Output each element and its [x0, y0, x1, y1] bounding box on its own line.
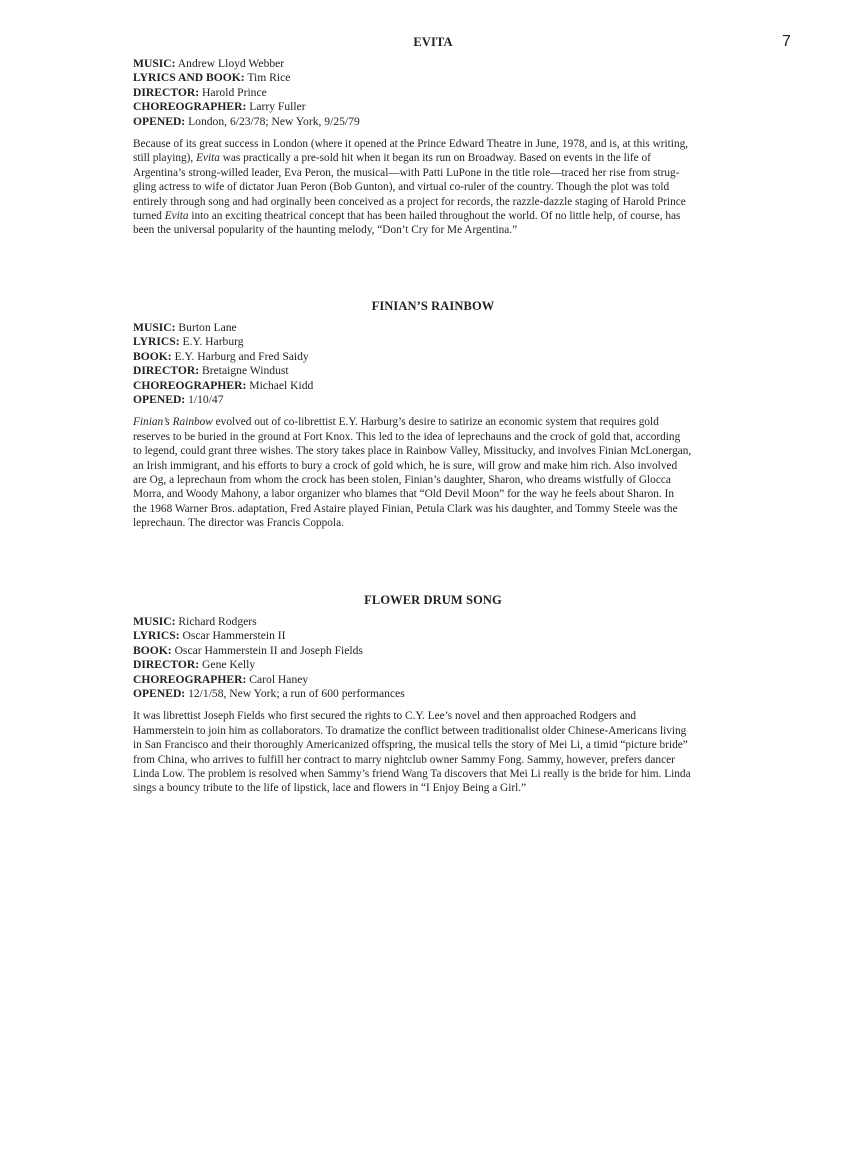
credit-label: LYRICS:	[133, 335, 180, 349]
synopsis-text: Linda Low. The problem is resolved when Sammy’s friend Wang Ta discovers that Mei Li really is the bride for him. Linda	[133, 768, 691, 781]
italic-title: Evita	[164, 210, 189, 223]
credit-value: Richard Rodgers	[178, 615, 257, 628]
entry-evita	[133, 35, 733, 238]
credit-line	[133, 687, 733, 701]
synopsis-text: in San Francisco and their thoroughly Americanized offspring, the musical tells the story of Mei Li, a timid “picture bride”	[133, 739, 688, 752]
credits-list	[133, 321, 733, 407]
synopsis-text: Argentina’s strong-willed leader, Eva Peron, the musical—with Patti LuPone in the title role—traced her rise from strug-	[133, 166, 680, 179]
synopsis-line	[133, 781, 733, 795]
synopsis-text: reserves to be buried in the ground at Fort Knox. This led to the idea of leprechauns and the crock of gold that, according	[133, 430, 681, 443]
synopsis-text: Hammerstein to join him as collaborators. To dramatize the conflict between traditionalist older Chinese-Americans living	[133, 724, 687, 737]
credit-label: CHOREOGRAPHER:	[133, 378, 247, 392]
credit-value: Michael Kidd	[249, 378, 314, 392]
credit-line	[133, 615, 733, 629]
synopsis-line	[133, 487, 733, 501]
synopsis-text: are Og, a leprechaun from whom the crock has been stolen, Finian’s daughter, Sharon, who dreams wistfully of Glocca	[133, 474, 671, 487]
synopsis-line	[133, 459, 733, 473]
credit-label: LYRICS:	[133, 629, 180, 643]
credit-label: BOOK:	[133, 643, 172, 657]
credit-value: Oscar Hammerstein II	[182, 629, 286, 643]
credit-label: MUSIC:	[133, 615, 176, 628]
synopsis-text: Morra, and Woody Mahony, a labor organizer who blames that “Old Devil Moon” for the way he feels about Sharon. In	[133, 488, 674, 501]
credit-value: Gene Kelly	[202, 658, 256, 672]
synopsis-line	[133, 209, 733, 223]
credit-label: CHOREOGRAPHER:	[133, 672, 247, 686]
credit-value: Carol Haney	[249, 672, 309, 686]
credit-label: BOOK:	[133, 349, 172, 363]
synopsis-line	[133, 753, 733, 767]
synopsis-line	[133, 709, 733, 723]
synopsis-text: gling actress to wife of dictator Juan Peron (Bob Gunton), and virtual co-ruler of the country. Though the plot was told	[133, 181, 670, 194]
credit-line	[133, 335, 733, 349]
credit-value: Harold Prince	[202, 85, 267, 99]
synopsis	[133, 137, 733, 238]
credit-value: Andrew Lloyd Webber	[177, 57, 285, 70]
synopsis-line	[133, 180, 733, 194]
credit-line	[133, 57, 733, 71]
synopsis-line	[133, 137, 733, 151]
synopsis-paragraph	[133, 137, 733, 238]
credit-label: DIRECTOR:	[133, 364, 200, 378]
entry-flower-drum-song	[133, 593, 733, 796]
synopsis-line	[133, 166, 733, 180]
entry-title: FLOWER DRUM SONG	[364, 593, 502, 607]
credit-label: CHOREOGRAPHER:	[133, 100, 247, 114]
credits-list	[133, 57, 733, 129]
synopsis-line	[133, 195, 733, 209]
synopsis-text: to legend, could grant three wishes. The story takes place in Rainbow Valley, Missitucky, and involves Finian McLonergan,	[133, 445, 692, 458]
synopsis-paragraph	[133, 415, 733, 530]
credit-line	[133, 673, 733, 687]
credit-value: E.Y. Harburg and Fred Saidy	[174, 349, 309, 363]
credits-list	[133, 615, 733, 701]
synopsis-text: from China, who arrives to fulfill her contract to marry nightclub owner Sammy Fong. Sammy, however, prefers dancer	[133, 753, 675, 766]
credit-line	[133, 393, 733, 407]
credit-value: Burton Lane	[178, 321, 237, 334]
credit-label: MUSIC:	[133, 321, 176, 334]
synopsis-text: evolved out of co-librettist E.Y. Harburg’s desire to satirize an economic system that requires gold	[212, 416, 659, 429]
credit-label: LYRICS AND BOOK:	[133, 71, 245, 85]
synopsis-text: leprechaun. The director was Francis Coppola.	[133, 517, 344, 530]
synopsis-line	[133, 516, 733, 530]
credit-value: 1/10/47	[188, 393, 224, 407]
page-number: 7	[782, 33, 791, 50]
credit-label: OPENED:	[133, 393, 186, 407]
synopsis-line	[133, 724, 733, 738]
synopsis-line	[133, 444, 733, 458]
synopsis-text: an Irish immigrant, and his efforts to bury a crock of gold which, he is sure, will grow and make him rich. Also involved	[133, 459, 678, 472]
credit-line	[133, 350, 733, 364]
credit-line	[133, 379, 733, 393]
synopsis-text: Because of its great success in London (where it opened at the Prince Edward Theatre in June, 1978, and is, at this writing,	[133, 138, 689, 151]
entry-title: EVITA	[413, 35, 453, 49]
credit-line	[133, 644, 733, 658]
credit-value: Larry Fuller	[249, 100, 306, 114]
synopsis-line	[133, 151, 733, 165]
synopsis-text: entirely through song and had orginally been conceived as a project for records, the razzle-dazzle staging of Harold Prince	[133, 195, 686, 208]
synopsis-text: turned	[133, 210, 165, 223]
credit-label: DIRECTOR:	[133, 85, 200, 99]
credit-value: Tim Rice	[247, 71, 291, 85]
credit-line	[133, 86, 733, 100]
synopsis	[133, 415, 733, 530]
credit-line	[133, 364, 733, 378]
synopsis-line	[133, 502, 733, 516]
synopsis-paragraph	[133, 709, 733, 795]
entry-title: FINIAN’S RAINBOW	[371, 299, 495, 313]
synopsis-text: sings a bouncy tribute to the life of lipstick, lace and flowers in “I Enjoy Being a Girl.”	[133, 782, 527, 795]
synopsis-text: It was librettist Joseph Fields who first secured the rights to C.Y. Lee’s novel and then approached Rodgers and	[133, 710, 637, 723]
credit-line	[133, 100, 733, 114]
credit-line	[133, 115, 733, 129]
credit-line	[133, 658, 733, 672]
synopsis-line	[133, 415, 733, 429]
credit-label: MUSIC:	[133, 57, 176, 70]
synopsis	[133, 709, 733, 795]
credit-value: 12/1/58, New York; a run of 600 performances	[188, 687, 405, 701]
synopsis-text: still playing),	[133, 152, 197, 165]
entry-finians-rainbow	[133, 299, 733, 531]
synopsis-line	[133, 767, 733, 781]
italic-title: Finian’s Rainbow	[133, 416, 213, 429]
credit-label: DIRECTOR:	[133, 658, 200, 672]
credit-label: OPENED:	[133, 114, 186, 128]
synopsis-text: into an exciting theatrical concept that has been hailed throughout the world. Of no little help, of course, has	[188, 210, 681, 223]
italic-title: Evita	[196, 152, 220, 165]
synopsis-line	[133, 738, 733, 752]
credit-line	[133, 629, 733, 643]
synopsis-line	[133, 430, 733, 444]
credit-value: Bretaigne Windust	[202, 364, 289, 378]
synopsis-text: was practically a pre-sold hit when it began its run on Broadway. Based on events in the life of	[219, 152, 651, 165]
credit-line	[133, 71, 733, 85]
synopsis-text: been the universal popularity of the haunting melody, “Don’t Cry for Me Argentina.”	[133, 224, 518, 237]
credit-line	[133, 321, 733, 335]
synopsis-line	[133, 223, 733, 237]
credit-value: E.Y. Harburg	[182, 335, 244, 349]
synopsis-text: the 1968 Warner Bros. adaptation, Fred Astaire played Finian, Petula Clark was his daughter, and Tommy Steele was the	[133, 502, 678, 515]
credit-label: OPENED:	[133, 687, 186, 701]
synopsis-line	[133, 473, 733, 487]
credit-value: London, 6/23/78; New York, 9/25/79	[188, 114, 360, 128]
credit-value: Oscar Hammerstein II and Joseph Fields	[174, 643, 363, 657]
